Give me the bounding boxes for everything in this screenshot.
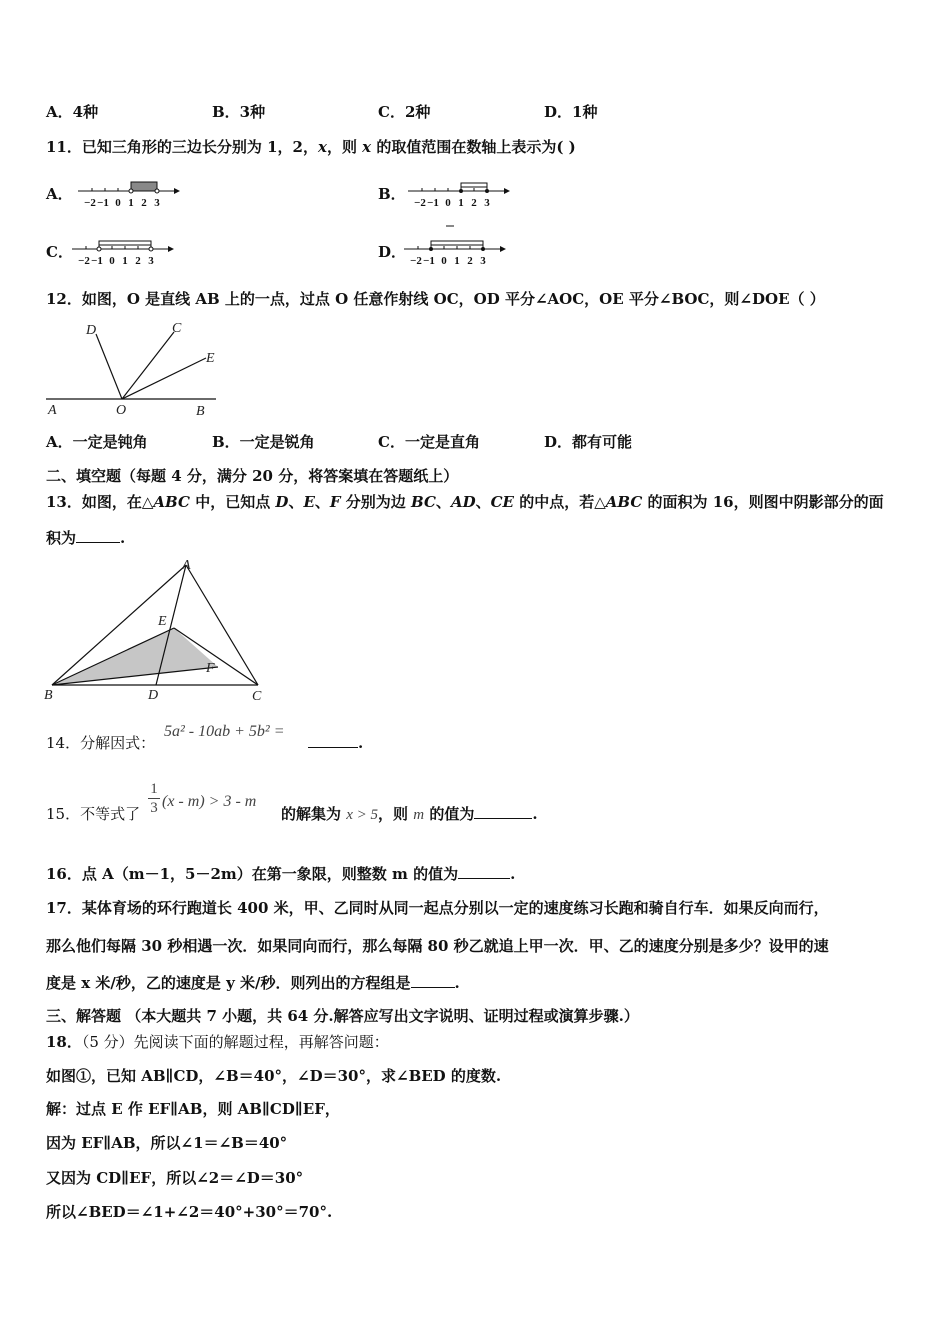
q17-text: 度是 x 米/秒，乙的速度是 y 米/秒．则列出的方程组是 [46,974,411,992]
tick-label: −1 [423,255,435,267]
q15-condition: x > 5 [346,807,379,823]
tick-label: 1 [122,255,128,267]
tick-label: 0 [441,255,447,267]
answer-blank[interactable] [474,804,532,819]
answer-blank[interactable] [458,864,510,879]
q13-var: ABC [605,493,643,511]
q12-option-c: C．一定是直角 [378,433,480,451]
q15-text: 的值为 [424,805,475,823]
q13-var: F [329,493,341,511]
q15-text: . [532,805,538,823]
tick-label: −2 [414,197,426,209]
q11-option-c-label: C． [46,243,73,261]
q13-var: CE [490,493,514,511]
q13-stem-line2 [46,528,125,548]
section-2-title: 二、填空题（每题 4 分，满分 20 分，将答案填在答题纸上） [46,467,459,485]
q18-stem-text: （5 分）先阅读下面的解题过程，再解答问题： [81,1033,389,1051]
q14-blank-wrap [308,733,363,753]
tick-label: 2 [141,197,147,209]
q14-stem: 14．分解因式： [46,734,156,752]
q10-option-c: C．2种 [378,103,431,121]
q11-stem [46,137,576,157]
q11-numberline-c [72,234,174,268]
q13-text: 的中点，若△ [513,493,606,511]
tick-label: −1 [91,255,103,267]
q15-frac-den: 3 [150,800,158,816]
label-A: A [48,403,57,418]
q11-var-x2: x [362,138,372,156]
q13-text: 积为 [46,529,77,547]
q13-var: AD [450,493,476,511]
label-D: D [86,323,97,338]
answer-blank[interactable] [308,733,358,748]
tick-label: −2 [84,197,96,209]
q11-var-x: x [317,138,327,156]
q15-text: ，则 [378,805,414,823]
q16-end: . [510,865,516,883]
tick-label: 1 [128,197,134,209]
q18-line1: 如图①，已知 AB∥CD，∠B＝40°，∠D＝30°，求∠BED 的度数. [46,1067,502,1085]
q11-numberline-d [404,218,506,268]
q12-option-a: A．一定是钝角 [46,433,148,451]
q15-var: m [413,807,425,823]
q13-figure [40,555,272,705]
q13-var: D [275,493,289,511]
tick-label: 0 [115,197,121,209]
tick-label: 3 [148,255,154,267]
label-C: C [172,321,182,336]
q13-text: 分别为边 [340,493,412,511]
q10-option-d: D．1种 [544,103,598,121]
tick-label: 2 [471,197,477,209]
q17-text: . [454,974,460,992]
q13-text: 13．如图，在△ [46,493,154,511]
q14-line [46,733,155,753]
label-F: F [206,661,215,676]
q13-text: 、 [475,493,491,511]
q18-line5: 所以∠BED＝∠1+∠2＝40°+30°＝70°. [46,1203,333,1221]
tick-label: −2 [78,255,90,267]
q18-number: 18． [46,1033,82,1051]
q11-option-b-label: B． [378,185,406,203]
q17-line2: 那么他们每隔 30 秒相遇一次．如果同向而行，那么每隔 80 秒乙就追上甲一次．甲、乙的速度分别是多少？设甲的速 [46,937,829,955]
tick-label: 3 [480,255,486,267]
label-A: A [182,558,191,573]
q13-text: 、 [288,493,304,511]
q11-stem-text: 11．已知三角形的三边长分别为 1，2， [46,138,318,156]
q12-option-b: B．一定是锐角 [212,433,315,451]
tick-label: 1 [454,255,460,267]
q11-numberline-a [78,176,180,210]
tick-label: 3 [154,197,160,209]
tick-label: −1 [97,197,109,209]
tick-label: 1 [458,197,464,209]
q13-text: 中，已知点 [189,493,276,511]
q12-stem: 12．如图，O 是直线 AB 上的一点，过点 O 任意作射线 OC，OD 平分∠AOC，OE 平分∠BOC，则∠DOE（ ） [46,290,825,308]
q15-fraction [148,780,160,817]
q11-option-a-label: A． [46,185,73,203]
q11-numberline-b [408,176,510,210]
q15-frac-num: 1 [150,781,158,797]
q11-stem-end: 的取值范围在数轴上表示为( ) [371,138,576,156]
q18-stem [46,1032,389,1052]
q15-stem [46,804,140,824]
q18-line4: 又因为 CD∥EF，所以∠2＝∠D＝30° [46,1169,304,1187]
q18-line2: 解：过点 E 作 EF∥AB，则 AB∥CD∥EF， [46,1100,340,1118]
q15-text: 的解集为 [281,805,347,823]
label-D: D [148,688,159,703]
answer-blank[interactable] [411,973,455,988]
q13-text: . [120,529,126,547]
tick-label: −1 [427,197,439,209]
q17-line1: 17．某体育场的环行跑道长 400 米，甲、乙同时从同一起点分别以一定的速度练习长跑和骑自行车．如果反向而行， [46,899,829,917]
tick-label: 0 [109,255,115,267]
q15-rest [281,804,538,825]
section-3-title: 三、解答题 （本大题共 7 小题，共 64 分.解答应写出文字说明、证明过程或演算步骤.） [46,1007,639,1025]
q13-text: 的面积为 16，则图中阴影部分的面 [642,493,884,511]
q10-option-b: B．3种 [212,103,266,121]
label-E: E [206,351,215,366]
q13-var: E [303,493,315,511]
answer-blank[interactable] [76,528,120,543]
q16-line [46,864,515,884]
q16-stem: 16．点 A（m－1，5－2m）在第一象限，则整数 m 的值为 [46,865,459,883]
q17-line3 [46,973,460,993]
tick-label: 0 [445,197,451,209]
q15-stem-text: 15．不等式了 [46,805,141,823]
q11-stem-mid: ，则 [326,138,363,156]
q13-var: BC [411,493,436,511]
label-B: B [196,404,205,418]
q11-option-d-label: D． [378,243,407,261]
q10-option-a: A．4种 [46,103,99,121]
q13-var: ABC [153,493,190,511]
q13-text: 、 [435,493,451,511]
q12-figure [46,318,226,418]
q14-expression: 5a² - 10ab + 5b² = [164,723,285,740]
q14-end: . [358,734,364,752]
label-O: O [116,403,127,418]
tick-label: 2 [467,255,473,267]
label-E: E [158,614,167,629]
tick-label: 2 [135,255,141,267]
tick-label: 3 [484,197,490,209]
q15-inequality: (x - m) > 3 - m [162,793,257,810]
q18-line3: 因为 EF∥AB，所以∠1＝∠B＝40° [46,1134,288,1152]
label-C: C [252,689,262,704]
q12-option-d: D．都有可能 [544,433,633,451]
q13-text: 、 [314,493,330,511]
tick-label: −2 [410,255,422,267]
label-B: B [44,688,53,703]
q13-stem-line1 [46,492,884,512]
